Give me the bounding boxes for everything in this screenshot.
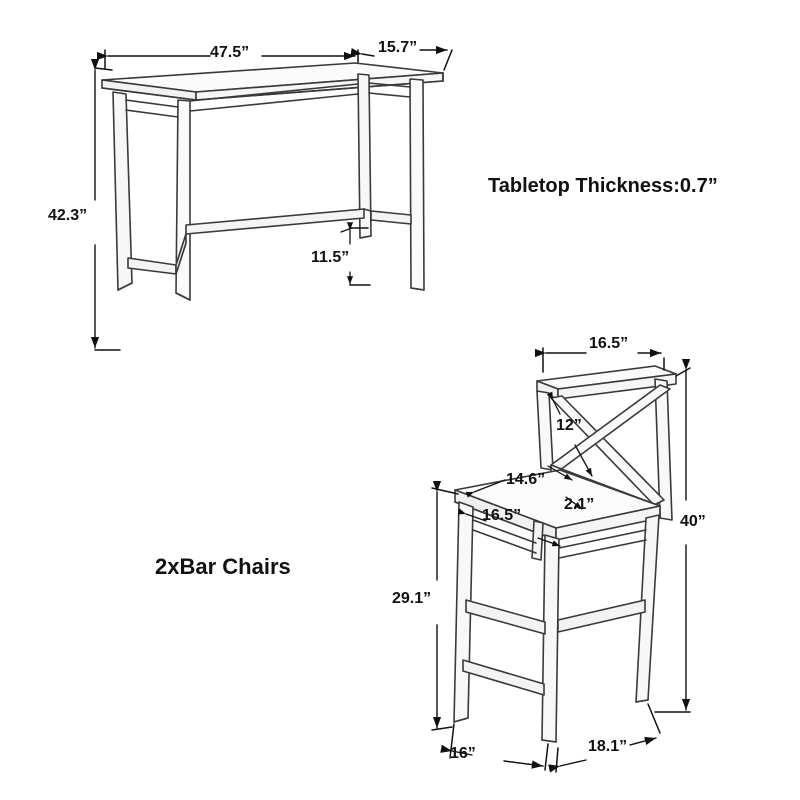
dimension-table-height: 42.3” [48,207,88,224]
dimension-chair-seat-depth: 14.6” [506,471,546,488]
dimension-chair-back-height: 12” [556,417,582,434]
dimension-chair-seat-height: 29.1” [392,590,432,607]
dimension-chair-seat-width: 16.5” [482,507,522,524]
dimension-chair-base-width: 16” [450,745,476,762]
dimension-chair-base-depth: 18.1” [588,738,628,755]
bar-chairs-note: 2xBar Chairs [155,554,291,579]
dimension-table-width: 47.5” [210,44,250,61]
dimension-chair-total-height: 40” [680,513,706,530]
tabletop-thickness-note: Tabletop Thickness:0.7” [488,175,718,197]
table-drawing [102,63,443,300]
dimension-chair-seat-thickness: 2.1” [564,496,595,513]
dimension-table-footrest-height: 11.5” [311,249,350,266]
dimension-table-depth: 15.7” [378,39,418,56]
dimension-chair-back-width: 16.5” [589,335,629,352]
